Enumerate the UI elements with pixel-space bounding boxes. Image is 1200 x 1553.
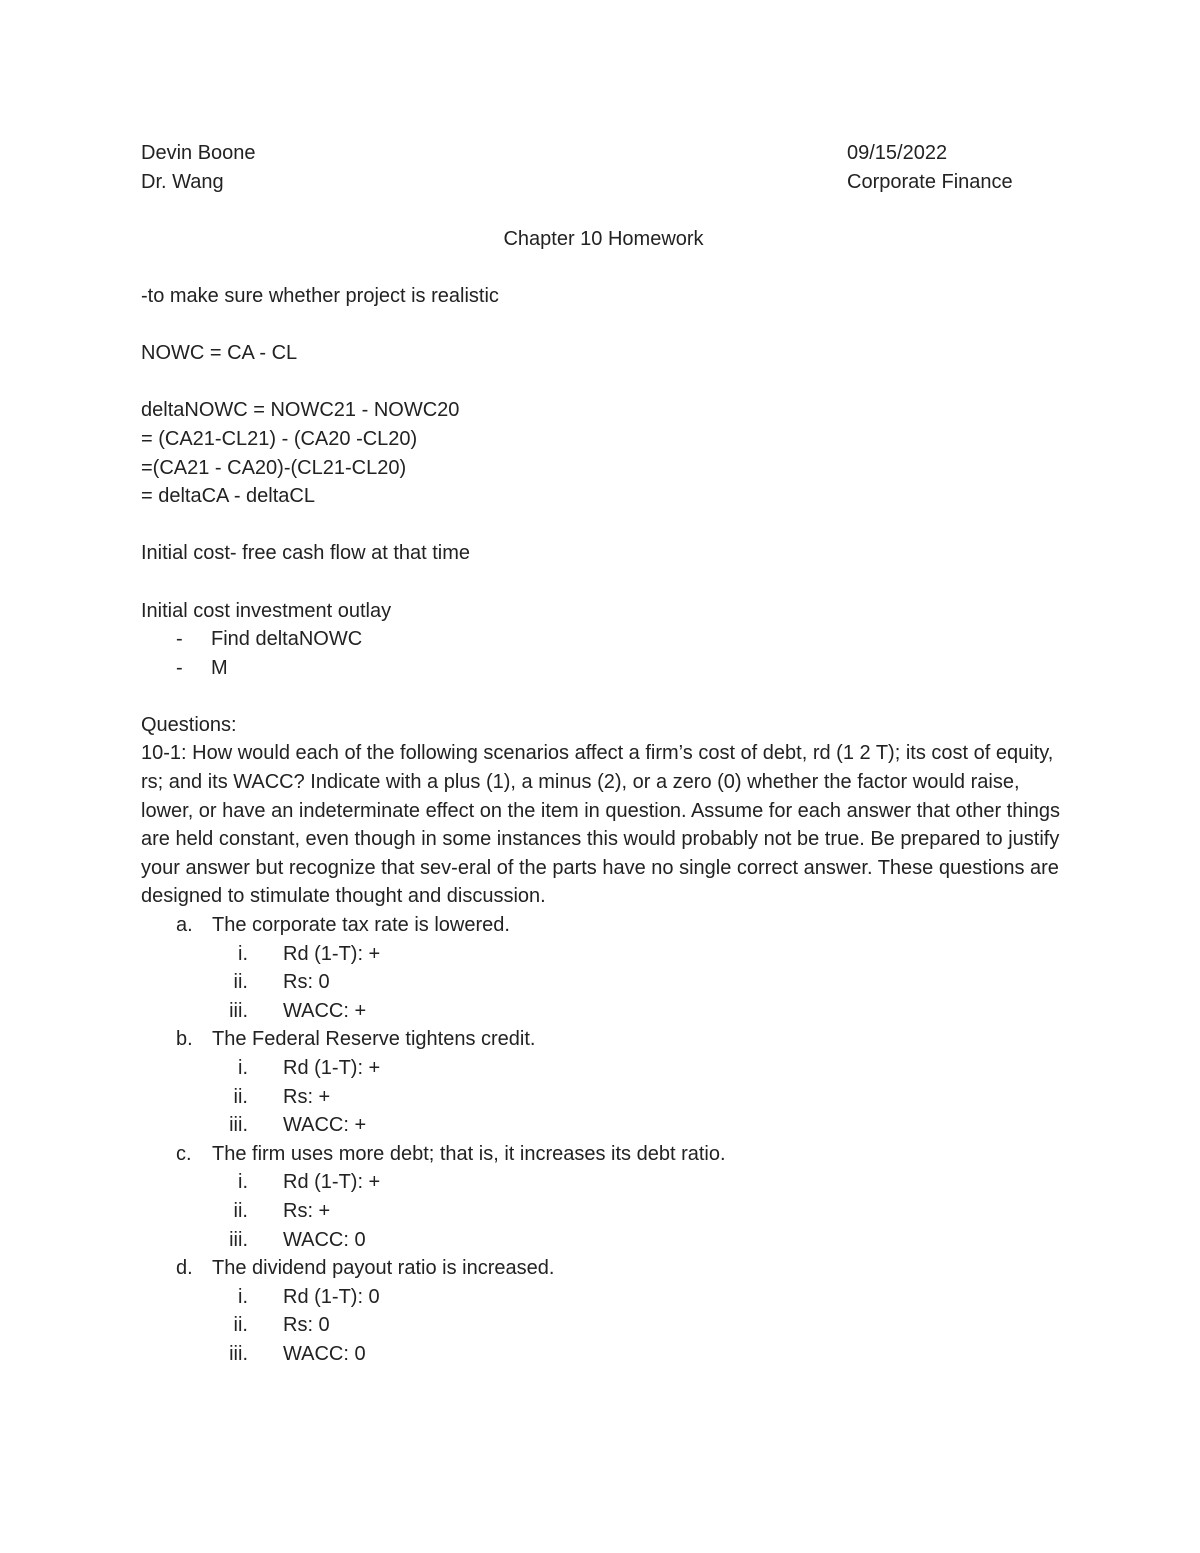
- answer-item: [141, 1340, 1066, 1369]
- scenario-text: The firm uses more debt; that is, it increases its debt ratio.: [212, 1142, 726, 1165]
- answer-item: [141, 1111, 1066, 1140]
- derivation-line: = (CA21-CL21) - (CA20 -CL20): [141, 427, 418, 450]
- answer-numeral: i.: [238, 1171, 248, 1194]
- answer-numeral: i.: [238, 1057, 248, 1079]
- outlay-bullet-list: [141, 625, 1066, 682]
- scenario-item: [141, 1254, 1066, 1368]
- instructor-name: Dr. Wang: [141, 170, 224, 193]
- answer-numeral: iii.: [229, 1342, 248, 1365]
- scenario-letter: d.: [176, 1257, 193, 1280]
- derivation-line: = deltaCA - deltaCL: [141, 485, 315, 508]
- answer-text: WACC: +: [283, 999, 367, 1022]
- questions-heading: Questions:: [141, 713, 237, 736]
- answer-list: [141, 940, 1066, 1026]
- derivation-line: =(CA21 - CA20)-(CL21-CL20): [141, 456, 407, 479]
- scenario-item: [141, 1025, 1066, 1139]
- answer-item: [141, 1168, 1066, 1197]
- course-name: Corporate Finance: [847, 170, 1013, 193]
- answer-text: WACC: 0: [283, 1228, 366, 1251]
- document-title: Chapter 10 Homework: [503, 227, 704, 250]
- scenario-list: [141, 911, 1066, 1369]
- answer-item: [141, 1054, 1066, 1083]
- answer-text: Rd (1-T): 0: [283, 1285, 380, 1308]
- answer-list: [141, 1283, 1066, 1369]
- header-row-2: [141, 168, 1066, 197]
- outlay-heading: Initial cost investment outlay: [141, 599, 392, 622]
- nowc-formula: NOWC = CA - CL: [141, 342, 298, 365]
- answer-text: Rs: 0: [283, 1314, 330, 1337]
- answer-text: Rd (1-T): +: [283, 942, 381, 965]
- answer-numeral: iii.: [229, 1228, 248, 1251]
- answer-item: [141, 1283, 1066, 1312]
- date: 09/15/2022: [847, 142, 948, 164]
- delta-nowc-derivation: [141, 396, 1066, 510]
- answer-list: [141, 1054, 1066, 1140]
- answer-numeral: i.: [238, 1285, 248, 1308]
- scenario-text: The dividend payout ratio is increased.: [212, 1257, 555, 1280]
- list-item-text: Find deltaNOWC: [211, 628, 363, 651]
- header-row-1: [141, 139, 1066, 168]
- student-name: Devin Boone: [141, 142, 256, 164]
- scenario-letter: b.: [176, 1028, 193, 1051]
- initial-cost-note: Initial cost- free cash flow at that time: [141, 542, 471, 565]
- question-prompt: 10-1: How would each of the following scenarios affect a firm’s cost of debt, rd (1 2 T); its cost of equity, rs; and its WACC? Indicate with a plus (1), a minus (2), or a zero (0) whether the factor would raise, lower, or have an indeterminate effect on the item in question. Assume for each answer that other things are held constant, even though in some instances this would probably not be true. Be prepared to justify your answer but recognize that sev-eral of the parts have no single correct answer. These questions are designed to stimulate thought and discussion.: [141, 742, 1061, 908]
- scenario-item: [141, 911, 1066, 1025]
- answer-item: [141, 1311, 1066, 1340]
- list-item: [141, 654, 1066, 683]
- purpose-note: -to make sure whether project is realistic: [141, 284, 499, 307]
- dash-bullet: -: [176, 628, 183, 651]
- scenario-item: [141, 1140, 1066, 1254]
- answer-list: [141, 1168, 1066, 1254]
- scenario-text: The corporate tax rate is lowered.: [212, 914, 510, 937]
- document-body: [141, 139, 1066, 1369]
- answer-numeral: ii.: [233, 1199, 248, 1222]
- answer-text: Rs: +: [283, 1199, 331, 1222]
- answer-text: Rd (1-T): +: [283, 1057, 381, 1079]
- answer-item: [141, 1197, 1066, 1226]
- answer-text: Rd (1-T): +: [283, 1171, 381, 1194]
- scenario-letter: a.: [176, 914, 193, 937]
- answer-numeral: ii.: [233, 971, 248, 994]
- answer-numeral: ii.: [233, 1085, 248, 1108]
- answer-numeral: iii.: [229, 999, 248, 1022]
- answer-text: Rs: +: [283, 1085, 331, 1108]
- answer-item: [141, 968, 1066, 997]
- answer-text: Rs: 0: [283, 971, 330, 994]
- answer-numeral: i.: [238, 942, 248, 965]
- scenario-letter: c.: [176, 1142, 192, 1165]
- answer-item: [141, 1226, 1066, 1255]
- scenario-text: The Federal Reserve tightens credit.: [212, 1028, 536, 1051]
- answer-item: [141, 940, 1066, 969]
- answer-item: [141, 1083, 1066, 1112]
- answer-text: WACC: 0: [283, 1342, 366, 1365]
- list-item: [141, 625, 1066, 654]
- answer-numeral: ii.: [233, 1314, 248, 1337]
- list-item-text: M: [211, 656, 228, 679]
- derivation-line: deltaNOWC = NOWC21 - NOWC20: [141, 399, 460, 422]
- answer-item: [141, 997, 1066, 1026]
- answer-text: WACC: +: [283, 1114, 367, 1137]
- answer-numeral: iii.: [229, 1114, 248, 1137]
- dash-bullet: -: [176, 656, 183, 679]
